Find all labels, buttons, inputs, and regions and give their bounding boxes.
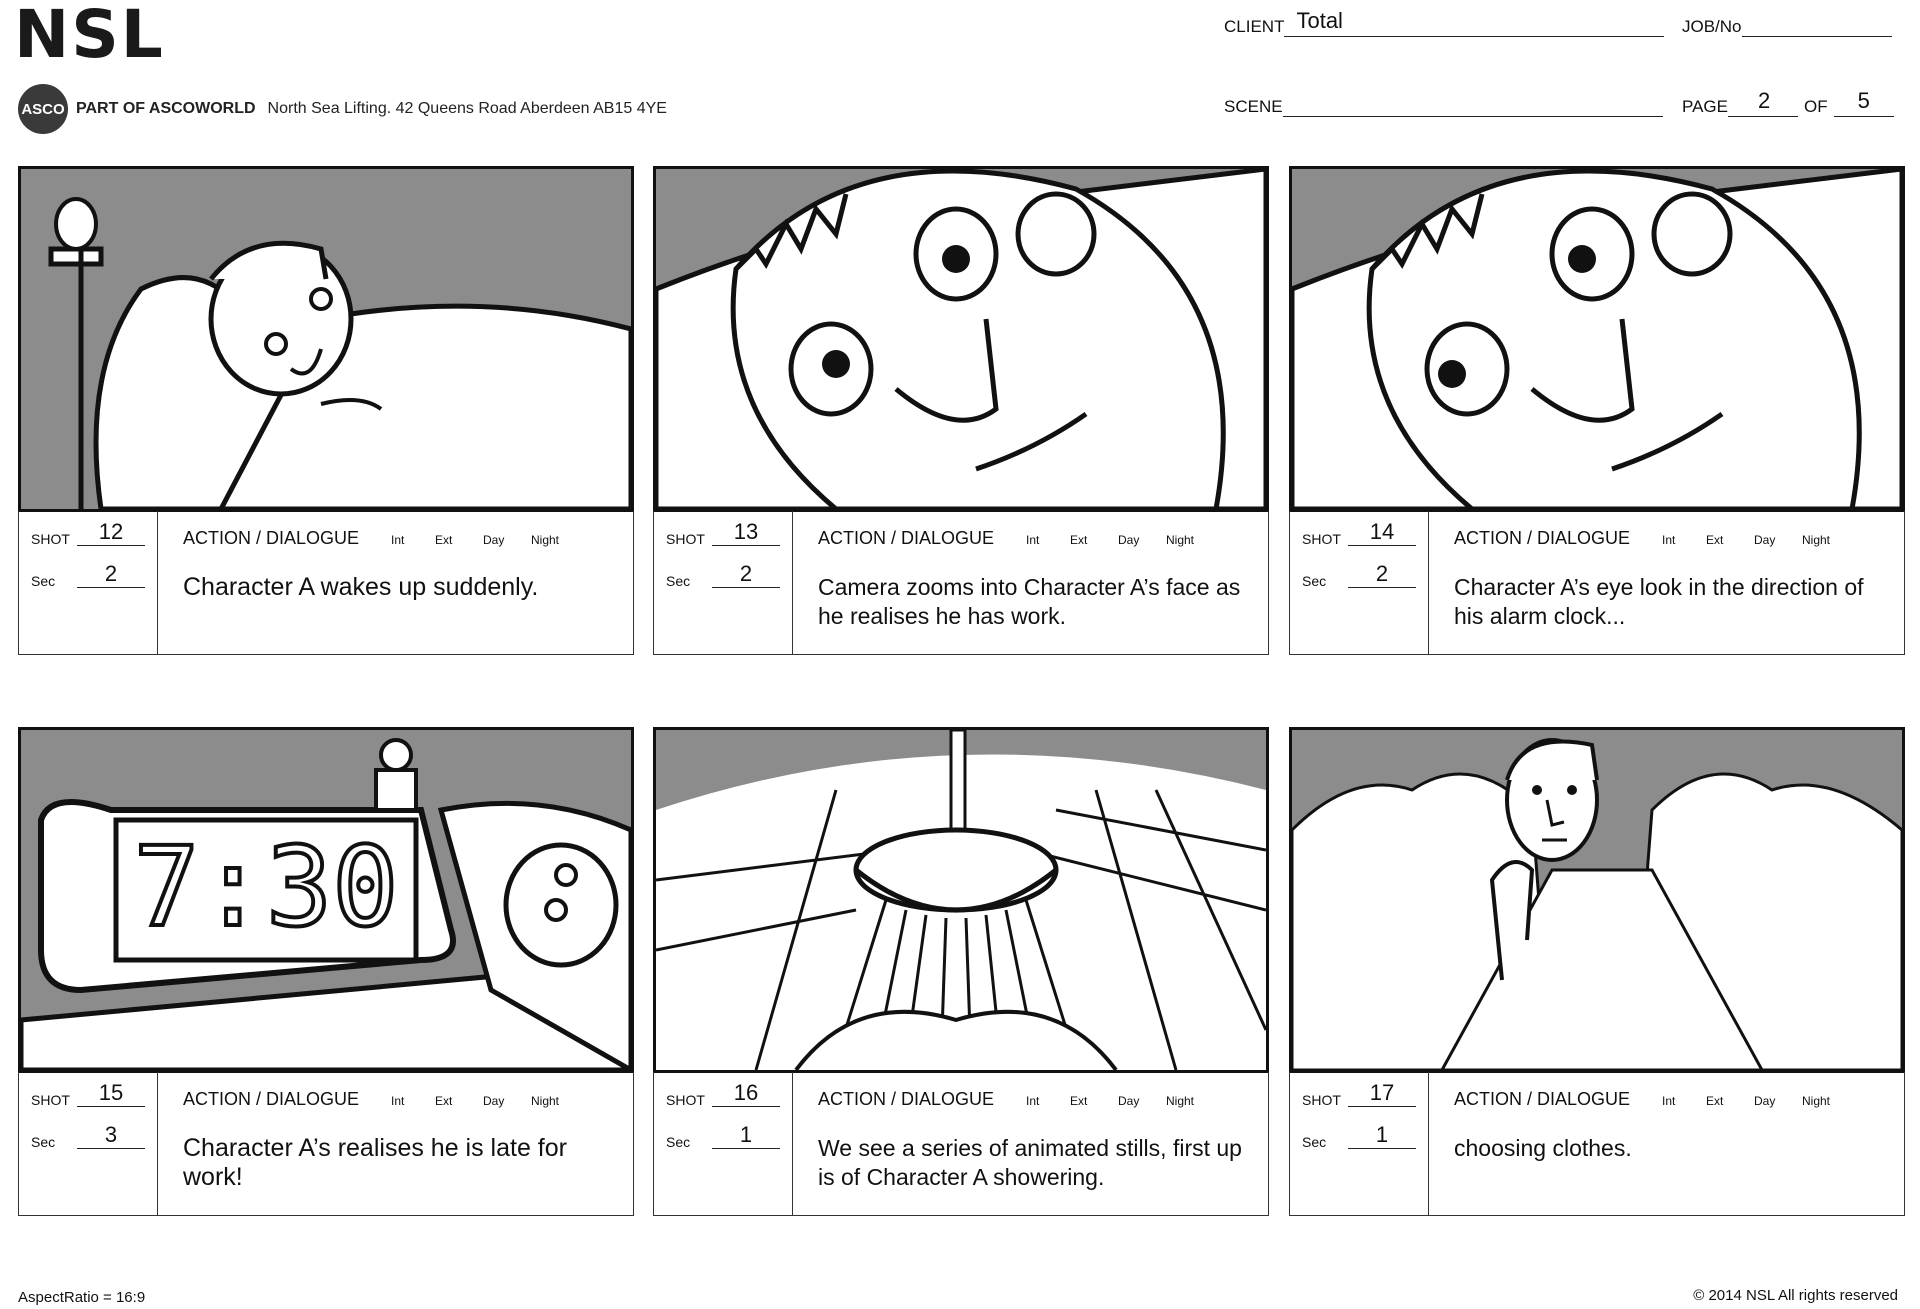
night-option[interactable]: Night bbox=[1166, 1094, 1195, 1108]
day-option[interactable]: Day bbox=[483, 1094, 505, 1108]
ext-option[interactable]: Ext bbox=[1070, 1094, 1088, 1108]
job-label: JOB/No bbox=[1682, 17, 1742, 36]
sec-value[interactable]: 1 bbox=[1348, 1122, 1416, 1149]
night-option[interactable]: Night bbox=[1802, 533, 1831, 547]
sec-label: Sec bbox=[31, 573, 56, 589]
info-divider bbox=[1428, 511, 1429, 654]
panel-sketch bbox=[21, 730, 631, 1070]
int-option[interactable]: Int bbox=[1026, 1094, 1040, 1108]
sec-label: Sec bbox=[31, 1134, 56, 1150]
panel-info bbox=[18, 1072, 634, 1216]
panel-sketch bbox=[21, 169, 631, 509]
of-value: 5 bbox=[1857, 88, 1870, 113]
shot-label: SHOT bbox=[31, 531, 70, 547]
scene-options bbox=[1662, 533, 1830, 547]
storyboard-panel-6 bbox=[1289, 727, 1905, 1227]
panel-frame bbox=[18, 166, 634, 512]
action-description: We see a series of animated stills, first up is of Character A showering. bbox=[818, 1135, 1242, 1190]
part-of-label: PART OF ASCOWORLD bbox=[76, 100, 256, 117]
action-dialogue-label: ACTION / DIALOGUE bbox=[1454, 1089, 1631, 1109]
ext-option[interactable]: Ext bbox=[1706, 1094, 1724, 1108]
day-option[interactable]: Day bbox=[483, 533, 505, 547]
panel-info bbox=[653, 511, 1269, 655]
shot-label: SHOT bbox=[666, 531, 705, 547]
panel-frame bbox=[1289, 166, 1905, 512]
panel-frame bbox=[18, 727, 634, 1073]
sec-label: Sec bbox=[1302, 573, 1327, 589]
shot-label: SHOT bbox=[666, 1092, 705, 1108]
sec-value[interactable]: 2 bbox=[712, 561, 780, 588]
scene-options bbox=[1026, 533, 1194, 547]
int-option[interactable]: Int bbox=[1662, 1094, 1676, 1108]
night-option[interactable]: Night bbox=[1802, 1094, 1831, 1108]
info-divider bbox=[792, 511, 793, 654]
panel-sketch bbox=[656, 730, 1266, 1070]
action-description: Character A’s eye look in the direction of his alarm clock... bbox=[1454, 574, 1864, 629]
aspect-ratio-note: AspectRatio = 16:9 bbox=[18, 1289, 146, 1306]
panel-frame bbox=[653, 166, 1269, 512]
sec-value[interactable]: 2 bbox=[1348, 561, 1416, 588]
client-label: CLIENT bbox=[1224, 17, 1285, 36]
page-label: PAGE bbox=[1682, 97, 1728, 116]
action-description: choosing clothes. bbox=[1454, 1135, 1632, 1161]
of-label: OF bbox=[1803, 97, 1828, 116]
int-option[interactable]: Int bbox=[1662, 533, 1676, 547]
clock-time: 7:30 bbox=[133, 823, 399, 951]
client-value: Total bbox=[1296, 8, 1343, 33]
scene-options bbox=[1026, 1094, 1194, 1108]
sec-label: Sec bbox=[666, 1134, 691, 1150]
panel-info bbox=[1289, 511, 1905, 655]
job-field bbox=[1682, 14, 1892, 37]
of-input[interactable] bbox=[1834, 88, 1894, 117]
ext-option[interactable]: Ext bbox=[1070, 533, 1088, 547]
action-dialogue-label: ACTION / DIALOGUE bbox=[183, 1089, 360, 1109]
action-dialogue-label: ACTION / DIALOGUE bbox=[818, 1089, 995, 1109]
scene-input[interactable] bbox=[1283, 94, 1663, 117]
shot-number[interactable]: 14 bbox=[1348, 519, 1416, 546]
asco-badge: ASCO bbox=[18, 84, 68, 134]
page-field bbox=[1682, 88, 1894, 117]
storyboard-panel-2 bbox=[653, 166, 1269, 666]
scene-field bbox=[1224, 94, 1663, 117]
ext-option[interactable]: Ext bbox=[1706, 533, 1724, 547]
sec-value[interactable]: 3 bbox=[77, 1122, 145, 1149]
sec-value[interactable]: 1 bbox=[712, 1122, 780, 1149]
panel-info bbox=[1289, 1072, 1905, 1216]
job-input[interactable] bbox=[1742, 14, 1892, 37]
int-option[interactable]: Int bbox=[391, 1094, 405, 1108]
storyboard-panel-1 bbox=[18, 166, 634, 666]
scene-options bbox=[391, 533, 559, 547]
shot-label: SHOT bbox=[31, 1092, 70, 1108]
ext-option[interactable]: Ext bbox=[435, 533, 453, 547]
info-divider bbox=[792, 1072, 793, 1215]
panel-sketch bbox=[656, 169, 1266, 509]
info-divider bbox=[157, 511, 158, 654]
panel-info bbox=[18, 511, 634, 655]
int-option[interactable]: Int bbox=[391, 533, 405, 547]
shot-number[interactable]: 16 bbox=[712, 1080, 780, 1107]
shot-number[interactable]: 13 bbox=[712, 519, 780, 546]
info-divider bbox=[1428, 1072, 1429, 1215]
day-option[interactable]: Day bbox=[1118, 1094, 1140, 1108]
shot-number[interactable]: 15 bbox=[77, 1080, 145, 1107]
shot-number[interactable]: 17 bbox=[1348, 1080, 1416, 1107]
action-dialogue-label: ACTION / DIALOGUE bbox=[818, 528, 995, 548]
shot-label: SHOT bbox=[1302, 1092, 1341, 1108]
shot-label: SHOT bbox=[1302, 531, 1341, 547]
storyboard-panel-5 bbox=[653, 727, 1269, 1227]
panel-sketch bbox=[1292, 169, 1902, 509]
info-divider bbox=[157, 1072, 158, 1215]
night-option[interactable]: Night bbox=[531, 533, 560, 547]
storyboard-panel-4 bbox=[18, 727, 634, 1227]
scene-options bbox=[391, 1094, 559, 1108]
panel-frame bbox=[653, 727, 1269, 1073]
scene-options bbox=[1662, 1094, 1830, 1108]
panel-info bbox=[653, 1072, 1269, 1216]
night-option[interactable]: Night bbox=[531, 1094, 560, 1108]
page-input[interactable] bbox=[1728, 88, 1798, 117]
action-description: Character A wakes up suddenly. bbox=[183, 573, 539, 601]
ext-option[interactable]: Ext bbox=[435, 1094, 453, 1108]
asco-banner bbox=[18, 84, 667, 134]
company-address: North Sea Lifting. 42 Queens Road Aberdeen AB15 4YE bbox=[267, 100, 667, 117]
sec-label: Sec bbox=[1302, 1134, 1327, 1150]
panel-frame bbox=[1289, 727, 1905, 1073]
action-dialogue-label: ACTION / DIALOGUE bbox=[1454, 528, 1631, 548]
action-dialogue-label: ACTION / DIALOGUE bbox=[183, 528, 360, 548]
page-value: 2 bbox=[1757, 88, 1771, 113]
sec-value[interactable]: 2 bbox=[77, 561, 145, 588]
action-description: Character A’s realises he is late for work! bbox=[183, 1134, 567, 1191]
copyright: © 2014 NSL All rights reserved bbox=[1693, 1287, 1898, 1304]
panel-sketch bbox=[1292, 730, 1902, 1070]
scene-label: SCENE bbox=[1224, 97, 1283, 116]
shot-number[interactable]: 12 bbox=[77, 519, 145, 546]
day-option[interactable]: Day bbox=[1754, 533, 1776, 547]
client-input[interactable] bbox=[1284, 8, 1664, 37]
nsl-logo: NSL bbox=[14, 0, 165, 73]
day-option[interactable]: Day bbox=[1754, 1094, 1776, 1108]
int-option[interactable]: Int bbox=[1026, 533, 1040, 547]
action-description: Camera zooms into Character A’s face as he realises he has work. bbox=[818, 574, 1241, 629]
day-option[interactable]: Day bbox=[1118, 533, 1140, 547]
sec-label: Sec bbox=[666, 573, 691, 589]
client-field bbox=[1224, 8, 1664, 37]
storyboard-panel-3 bbox=[1289, 166, 1905, 666]
night-option[interactable]: Night bbox=[1166, 533, 1195, 547]
